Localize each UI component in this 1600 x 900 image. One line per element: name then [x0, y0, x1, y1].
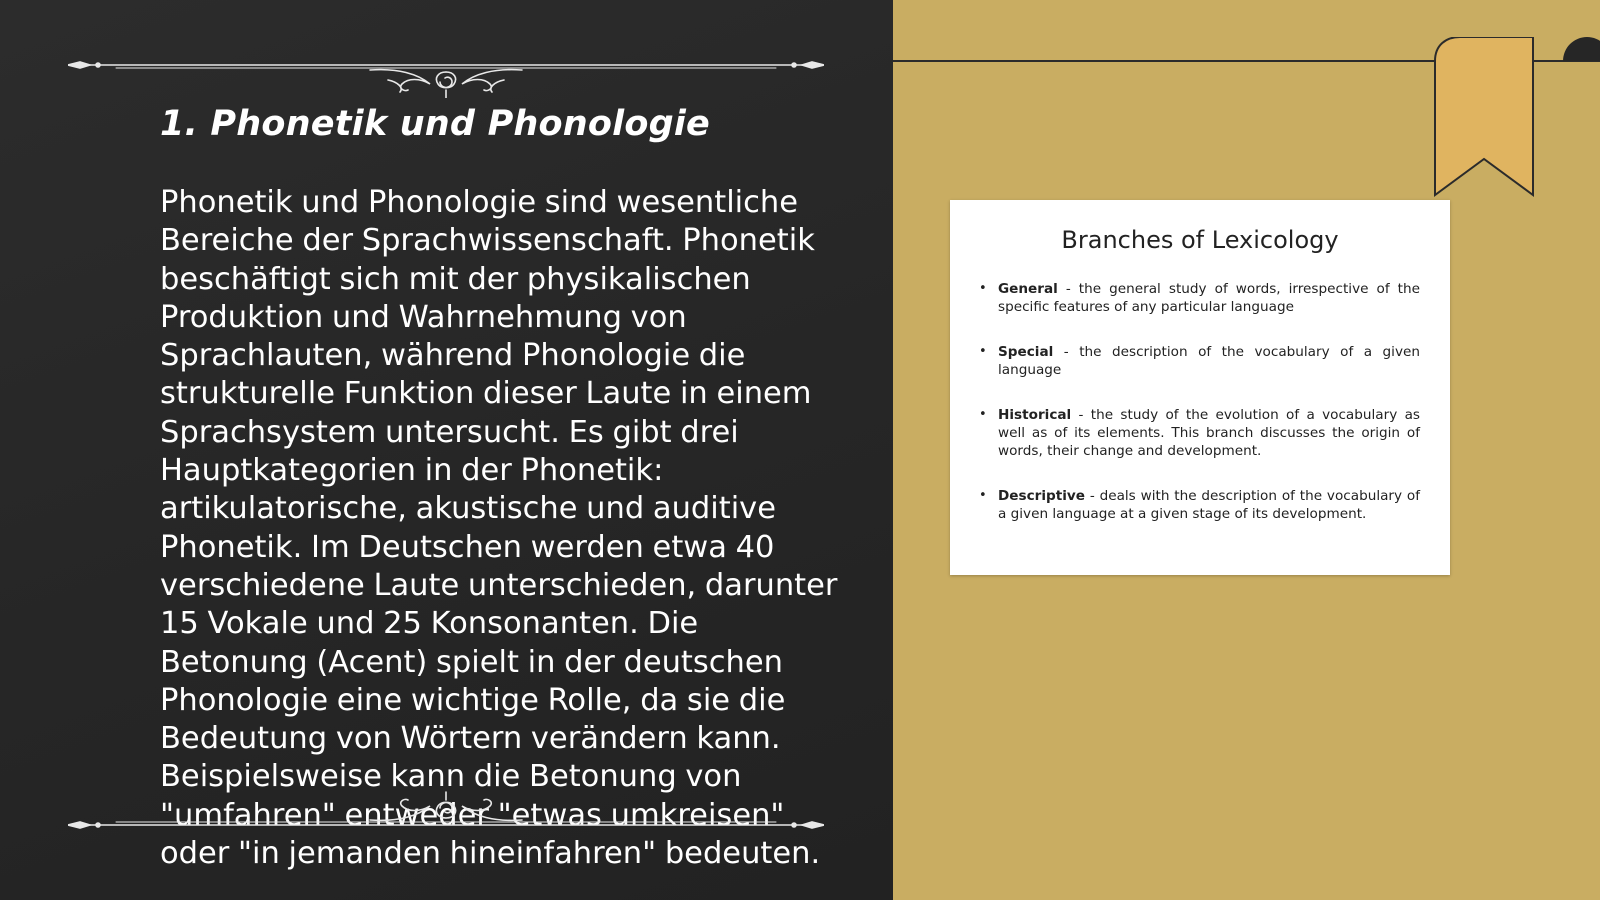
list-item — [998, 343, 1420, 379]
flourish-divider-icon — [68, 780, 824, 840]
list-item — [998, 406, 1420, 460]
branch-description: - the general study of words, irrespective of the specific features of any particular language — [998, 281, 1420, 315]
branch-description: - the description of the vocabulary of a given language — [998, 344, 1420, 378]
card-title: Branches of Lexicology — [1061, 226, 1339, 254]
branch-description: - the study of the evolution of a vocabulary as well as of its elements. This branch discusses the origin of words, their change and development. — [998, 407, 1420, 459]
branch-term: General — [998, 281, 1058, 297]
branch-term: Historical — [998, 407, 1072, 423]
slide-body-text: Phonetik und Phonologie sind wesentliche Bereiche der Sprachwissenschaft. Phonetik beschäftigt sich mit der physikalischen Produktion und Wahrnehmung von Sprachlauten, während Phonologie die strukturelle Funktion dieser Laute in einem Sprachsystem untersucht. Es gibt drei Hauptkategorien in der Phonetik: artikulatorische, akustische und auditive Phonetik. Im Deutschen werden etwa 40 verschiedene Laute unterschieden, darunter 15 Vokale und 25 Konsonanten. Die Betonung (Acent) spielt in der deutschen Phonologie eine wichtige Rolle, da sie die Bedeutung von Wörtern verändern kann. Beispielsweise kann die Betonung von "umfahren" entweder "etwas umkreisen" oder "in jemanden hineinfahren" bedeuten. — [160, 185, 838, 872]
branch-description: - deals with the description of the vocabulary of a given language at a given stage of its development. — [998, 488, 1420, 522]
branches-list — [998, 280, 1420, 523]
corner-circle-icon — [1563, 37, 1600, 85]
branch-term: Special — [998, 344, 1054, 360]
bookmark-ribbon-icon — [1434, 37, 1534, 197]
flourish-divider-icon — [68, 38, 824, 98]
branch-term: Descriptive — [998, 488, 1085, 504]
lexicology-card — [950, 200, 1450, 575]
list-item — [998, 280, 1420, 316]
slide-right-panel — [893, 0, 1600, 900]
list-item — [998, 487, 1420, 523]
slide-title: 1. Phonetik und Phonologie — [160, 104, 710, 144]
